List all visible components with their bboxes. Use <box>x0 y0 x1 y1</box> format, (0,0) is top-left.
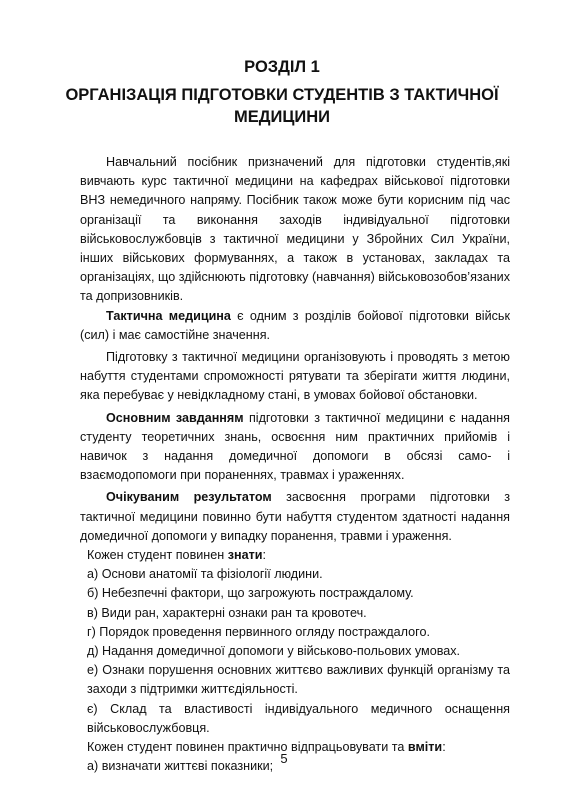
chapter-title-line-2: МЕДИЦИНИ <box>233 108 331 126</box>
skill-lead-suffix: : <box>442 740 446 755</box>
know-lead <box>80 546 510 565</box>
list-item: г) Порядок проведення первинного огляду постраждалого. <box>87 624 430 639</box>
know-lead-suffix: : <box>262 548 266 563</box>
list-item: а) визначати життєві показники; <box>87 759 274 774</box>
section-label: РОЗДІЛ 1 <box>244 58 320 76</box>
know-list <box>80 565 510 738</box>
expected-result-paragraph <box>80 488 510 546</box>
intro-paragraph: Навчальний посібник призначений для підготовки студентів,які вивчають курс тактичної медицини на кафедрах військової підготовки ВНЗ немедичного напряму. Посібник також може бути корисним під час організації та виконання заходів індивідуальної підготовки військовослужбовців з тактичної медицини у Збройних Сил України, інших військових формуваннях, а також в установах, закладах та організаціях, що здійснюють підготовку (навчання) військовозобов’язаних та допризовників. <box>80 155 510 304</box>
tactical-medicine-paragraph <box>80 307 510 345</box>
expected-result-term: Очікуваним результатом <box>106 490 272 505</box>
tactical-medicine-term: Тактична медицина <box>106 308 231 323</box>
list-item: є) Склад та властивості індивідуального медичного оснащення військовослужбовця. <box>87 701 510 735</box>
list-item: б) Небезпечні фактори, що загрожують постраждалому. <box>87 586 414 601</box>
list-item: е) Ознаки порушення основних життєво важливих функцій організму та заходи з підтримки життєдіяльності. <box>87 663 510 697</box>
page-body <box>80 153 510 777</box>
list-item: д) Надання домедичної допомоги у військово-польових умовах. <box>87 644 461 659</box>
main-task-paragraph <box>80 409 510 486</box>
chapter-title-line-1: ОРГАНІЗАЦІЯ ПІДГОТОВКИ СТУДЕНТІВ З ТАКТИЧНОЇ <box>65 86 499 104</box>
skill-lead-term: вміти <box>407 740 443 755</box>
page-number: 5 <box>280 751 288 766</box>
training-goal-paragraph: Підготовку з тактичної медицини організовують і проводять з метою набуття студентами спроможності рятувати та зберігати життя людини, яка перебуває у невідкладному стані, в умовах бойової обстановки. <box>80 350 510 403</box>
know-lead-prefix: Кожен студент повинен <box>87 548 228 563</box>
list-item: а) Основи анатомії та фізіології людини. <box>87 567 323 582</box>
skill-lead-prefix: Кожен студент повинен практично відпрацьовувати та <box>87 740 408 755</box>
tactical-medicine-text: є одним з розділів бойової підготовки військ (сил) і має самостійне значення. <box>80 308 510 342</box>
list-item: в) Види ран, характерні ознаки ран та кровотеч. <box>87 605 367 620</box>
know-lead-term: знати <box>227 548 263 563</box>
expected-result-text: засвоєння програми підготовки з тактичної медицини повинно бути набуття студентом здатності надання домедичної допомоги у випадку поранення, травми і ураження. <box>80 490 510 543</box>
main-task-text: підготовки з тактичної медицини є надання студенту теоретичних знань, освоєння ним практичних прийомів і навичок з надання домедичної допомоги в обсязі само- і взаємодопомоги при пораненнях, травмах і ураженнях. <box>80 410 510 483</box>
main-task-term: Основним завданням <box>106 410 244 425</box>
